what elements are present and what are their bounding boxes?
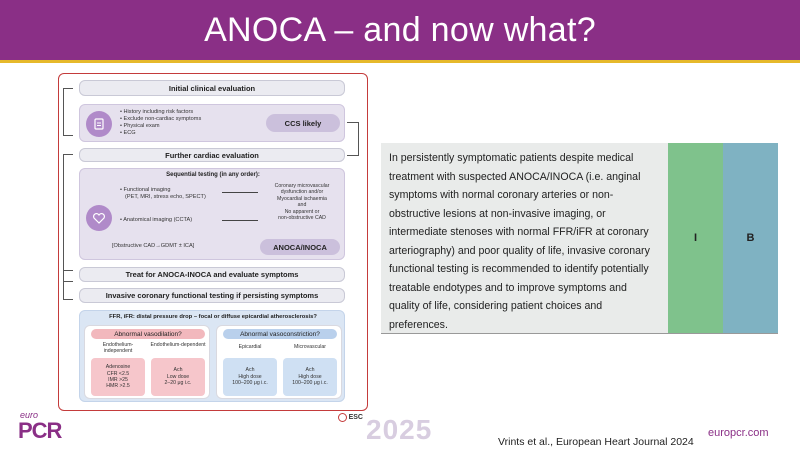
no-cad-line: non-obstructive CAD bbox=[278, 215, 326, 222]
esc-logo bbox=[338, 413, 363, 422]
cell-ach-high-micro bbox=[283, 358, 337, 396]
list-item: • Exclude non-cardiac symptoms bbox=[120, 116, 202, 122]
functional-imaging-label: • Functional imaging bbox=[120, 187, 171, 193]
cell-adenosine bbox=[91, 358, 145, 396]
initial-eval-list bbox=[120, 109, 201, 137]
logo-small-text: euro bbox=[20, 410, 39, 420]
accent-line bbox=[0, 60, 800, 63]
treat-heading: Treat for ANOCA-INOCA and evaluate symptoms bbox=[79, 267, 345, 282]
year-watermark: 2025 bbox=[366, 414, 433, 445]
cell-line: Ach bbox=[305, 367, 315, 374]
esc-label: ESC bbox=[348, 414, 363, 421]
left-bracket-2 bbox=[63, 154, 73, 282]
further-eval-heading: Further cardiac evaluation bbox=[79, 148, 345, 162]
anoca-inoca-pill: ANOCA/INOCA bbox=[260, 239, 340, 255]
obstructive-text: [Obstructive CAD→GDMT ± ICA] bbox=[112, 243, 195, 249]
sequential-panel bbox=[79, 168, 345, 260]
citation: Vrints et al., European Heart Journal 2024 bbox=[498, 436, 694, 448]
functional-imaging-sub: (PET, MRI, stress echo, SPECT) bbox=[125, 194, 206, 200]
list-item: • History including risk factors bbox=[120, 109, 194, 115]
logo-big-text: PCR bbox=[18, 418, 62, 443]
cell-line: IMR >25 bbox=[108, 377, 128, 383]
no-cad-line: No apparent or bbox=[284, 208, 320, 215]
heart-scan-icon bbox=[86, 205, 112, 231]
left-bracket-3 bbox=[63, 270, 73, 300]
micro-line: Coronary microvascular bbox=[274, 183, 330, 189]
cell-line: Low dose bbox=[166, 373, 190, 380]
anatomical-imaging: • Anatomical imaging (CCTA) bbox=[120, 217, 193, 223]
recommendation-text: In persistently symptomatic patients despite medical treatment with suspected ANOCA/INOCA (i.e. anginal symptoms with normal coronary arteries or non-obstructive lesions at non-invasive imaging, or intermediate stenoses with normal FFR/iFR at coronary arteriography) and poor quality of life, invasive coronary functional testing is recommended to identify potentially treatable endotypes and to improve symptoms and quality of life, considering patient choices and preferences. bbox=[381, 143, 668, 333]
vasodilation-pill: Abnormal vasodilation? bbox=[91, 329, 205, 339]
vasoconstriction-card bbox=[216, 325, 342, 399]
cell-line: Adenosine bbox=[105, 364, 131, 371]
flowchart-figure bbox=[58, 73, 368, 421]
initial-eval-panel bbox=[79, 104, 345, 142]
sequential-title: Sequential testing (in any order): bbox=[166, 172, 260, 178]
vasodilation-card bbox=[84, 325, 210, 399]
recommendation-class: I bbox=[668, 143, 723, 333]
left-bracket-1 bbox=[63, 88, 73, 136]
invasive-heading: Invasive coronary functional testing if persisting symptoms bbox=[79, 288, 345, 303]
cell-ach-high-epi bbox=[223, 358, 277, 396]
cell-line: HMR >2.5 bbox=[106, 383, 130, 390]
functional-imaging bbox=[120, 187, 206, 201]
list-item: • ECG bbox=[120, 130, 136, 136]
endo-dep-label: Endothelium-dependent bbox=[150, 342, 206, 348]
cell-line: High dose bbox=[238, 373, 262, 380]
europcr-logo bbox=[18, 410, 62, 444]
esc-heart-icon bbox=[338, 413, 347, 422]
microvascular-label: Microvascular bbox=[294, 344, 326, 350]
cell-line: Ach bbox=[245, 367, 255, 374]
ffr-panel bbox=[79, 310, 345, 402]
cell-line: CFR <2.5 bbox=[106, 370, 130, 377]
ffr-line: FFR, iFR: distal pressure drop – focal or diffuse epicardial atherosclerosis? bbox=[109, 314, 317, 320]
arrow-anatomical bbox=[222, 220, 258, 221]
site-link[interactable]: europcr.com bbox=[708, 427, 769, 439]
endo-indep-label: Endothelium-independent bbox=[102, 342, 134, 355]
right-bracket-1 bbox=[347, 122, 359, 156]
cell-line: Ach bbox=[173, 367, 183, 374]
cell-line: 100–200 μg i.c. bbox=[232, 380, 268, 387]
slide-title: ANOCA – and now what? bbox=[204, 10, 596, 49]
initial-eval-heading: Initial clinical evaluation bbox=[79, 80, 345, 96]
micro-line: dysfunction and/or bbox=[280, 189, 324, 196]
cell-ach-low bbox=[151, 358, 205, 396]
table-bottom-rule bbox=[381, 333, 778, 334]
cell-line: 2–20 μg i.c. bbox=[164, 380, 192, 387]
vasoconstriction-pill: Abnormal vasoconstriction? bbox=[223, 329, 337, 339]
epicardial-label: Epicardial bbox=[238, 344, 262, 350]
recommendation-level: B bbox=[723, 143, 778, 333]
list-item: • Physical exam bbox=[120, 123, 160, 129]
micro-line: Myocardial ischaemia bbox=[277, 195, 327, 202]
clipboard-icon bbox=[86, 111, 112, 137]
arrow-functional bbox=[222, 192, 258, 193]
micro-text bbox=[260, 183, 344, 221]
title-bar bbox=[0, 0, 800, 60]
cell-line: 100–200 μg i.c. bbox=[292, 380, 328, 387]
cell-line: High dose bbox=[298, 373, 322, 380]
ccs-likely-pill: CCS likely bbox=[266, 114, 340, 132]
and-text: and bbox=[297, 202, 307, 209]
